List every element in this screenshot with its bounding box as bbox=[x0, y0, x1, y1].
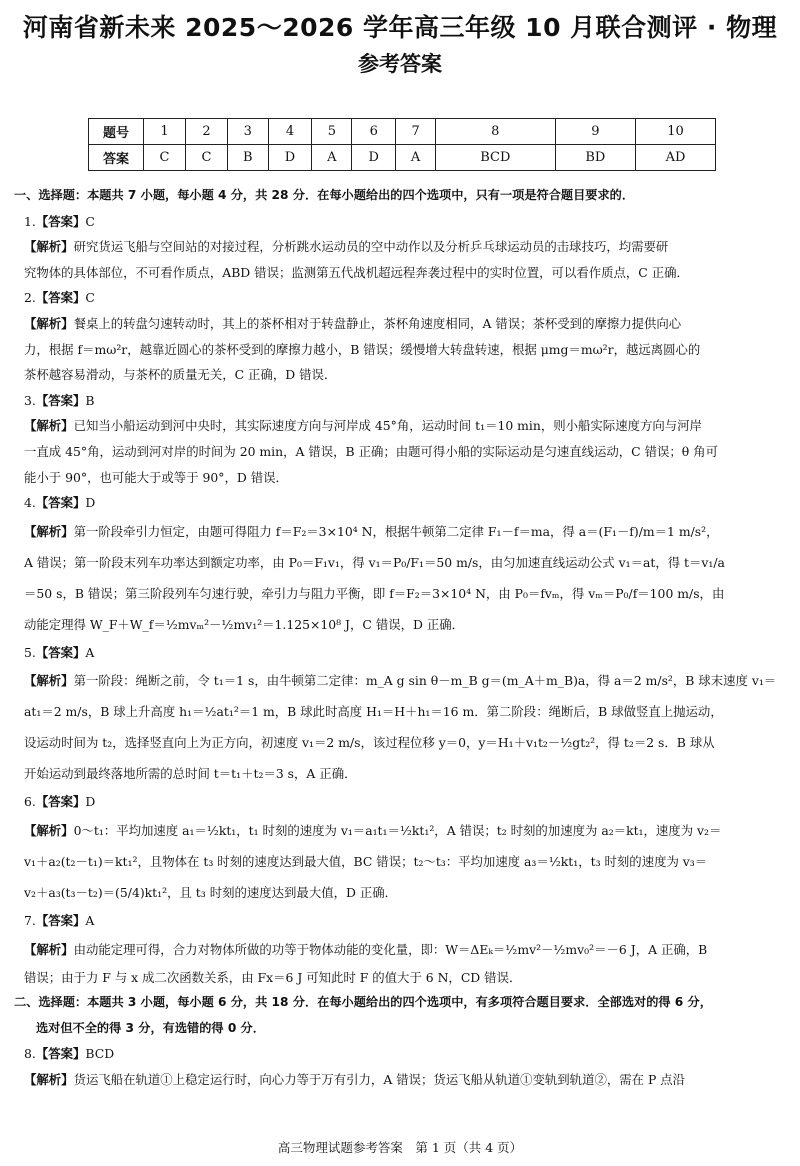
answer-value: A bbox=[85, 644, 95, 660]
answer-tag: 【答案】 bbox=[35, 495, 86, 511]
analysis-tag: 【解析】 bbox=[24, 418, 74, 434]
analysis-line bbox=[14, 413, 786, 439]
question-number-cell: 7 bbox=[396, 119, 436, 145]
answer-value: D bbox=[85, 495, 96, 511]
answer-value: B bbox=[85, 392, 95, 408]
question-number: 1. bbox=[24, 213, 36, 229]
answer-tag: 【答案】 bbox=[35, 794, 86, 810]
answer-line bbox=[14, 209, 786, 235]
answer-line bbox=[14, 908, 786, 934]
analysis-line bbox=[14, 311, 786, 337]
analysis-text: 研究货运飞船与空间站的对接过程，分析跳水运动员的空中动作以及分析乒乓球运动员的击球技巧，均需要研 bbox=[73, 239, 669, 255]
answer-line bbox=[14, 789, 786, 815]
answer-cell: C bbox=[186, 145, 228, 171]
analysis-line bbox=[14, 234, 786, 260]
analysis-text: 已知当小船运动到河中央时，其实际速度方向与河岸成 45°角，运动时间 t₁＝10 min，则小船实际速度方向与河岸 bbox=[73, 418, 702, 434]
analysis-line: v₂＋a₃(t₃－t₂)＝(5/4)kt₁²，且 t₃ 时刻的速度达到最大值，D 正确． bbox=[24, 884, 398, 900]
answer-cell: BD bbox=[555, 145, 636, 171]
question-number-cell: 4 bbox=[268, 119, 312, 145]
answer-summary-table bbox=[88, 118, 716, 171]
question-number-cell: 9 bbox=[555, 119, 636, 145]
page-subtitle: 参考答案 bbox=[358, 52, 442, 76]
analysis-line bbox=[14, 1067, 786, 1093]
question-number-cell: 8 bbox=[436, 119, 556, 145]
analysis-text: 0～t₁：平均加速度 a₁＝½kt₁，t₁ 时刻的速度为 v₁＝a₁t₁＝½kt₁²，A 错误；t₂ 时刻的加速度为 a₂＝kt₁，速度为 v₂＝ bbox=[73, 822, 722, 838]
analysis-text: 货运飞船在轨道①上稳定运行时，向心力等于万有引力，A 错误；货运飞船从轨道①变轨到轨道②，需在 P 点沿 bbox=[73, 1071, 686, 1087]
answer-value: BCD bbox=[85, 1046, 115, 1062]
analysis-line bbox=[14, 815, 786, 846]
question-number-cell: 3 bbox=[228, 119, 269, 145]
analysis-line: 设运动时间为 t₂，选择竖直向上为正方向，初速度 v₁＝2 m/s，该过程位移 y＝0，y＝H₁＋v₁t₂－½gt₂²，得 t₂＝2 s．B 球从 bbox=[24, 735, 715, 751]
analysis-line: 一直成 45°角，运动到河对岸的时间为 20 min，A 错误，B 正确；由题可得小船的实际运动是匀速直线运动，C 错误；θ 角可 bbox=[24, 443, 718, 459]
question-number: 8. bbox=[24, 1046, 36, 1062]
answer-tag: 【答案】 bbox=[35, 1046, 86, 1062]
analysis-line: 动能定理得 W_F＋W_f＝½mvₘ²－½mv₁²＝1.125×10⁸ J，C 错误，D 正确． bbox=[24, 616, 465, 632]
analysis-line: 力，根据 f＝mω²r，越靠近圆心的茶杯受到的摩擦力越小，B 错误；缓慢增大转盘转速，根据 μmg＝mω²r，越远离圆心的 bbox=[24, 341, 701, 357]
answer-cell: D bbox=[268, 145, 312, 171]
answer-tag: 【答案】 bbox=[35, 213, 86, 229]
analysis-line: 茶杯越容易滑动，与茶杯的质量无关，C 正确，D 错误． bbox=[24, 367, 337, 383]
analysis-line bbox=[14, 934, 786, 965]
question-number-cell: 1 bbox=[144, 119, 186, 145]
section-heading-1: 一、选择题：本题共 7 小题，每小题 4 分，共 28 分．在每小题给出的四个选项中，只有一项是符合题目要求的． bbox=[14, 188, 635, 202]
answer-cell: A bbox=[396, 145, 436, 171]
answer-tag: 【答案】 bbox=[35, 912, 86, 928]
question-number: 5. bbox=[24, 644, 36, 660]
answer-line bbox=[14, 285, 786, 311]
question-number: 4. bbox=[24, 495, 36, 511]
analysis-tag: 【解析】 bbox=[24, 1071, 74, 1087]
analysis-line: 开始运动到最终落地所需的总时间 t＝t₁＋t₂＝3 s，A 正确． bbox=[24, 766, 357, 782]
answer-cell: AD bbox=[636, 145, 716, 171]
analysis-text: 第一阶段牵引力恒定，由题可得阻力 f＝F₂＝3×10⁴ N，根据牛顿第二定律 F₁－f＝ma，得 a＝(F₁－f)/m＝1 m/s²， bbox=[73, 523, 719, 539]
analysis-tag: 【解析】 bbox=[24, 822, 74, 838]
question-number-cell: 6 bbox=[352, 119, 396, 145]
analysis-tag: 【解析】 bbox=[24, 523, 74, 539]
answer-tag: 【答案】 bbox=[35, 290, 86, 306]
answer-tag: 【答案】 bbox=[35, 392, 86, 408]
analysis-tag: 【解析】 bbox=[24, 673, 74, 689]
answer-cell: D bbox=[352, 145, 396, 171]
question-number-cell: 5 bbox=[312, 119, 352, 145]
answer-tag: 【答案】 bbox=[35, 644, 86, 660]
section-heading-2: 二、选择题：本题共 3 小题，每小题 6 分，共 18 分．在每小题给出的四个选项中，有多项符合题目要求．全部选对的得 6 分， bbox=[14, 995, 712, 1010]
answer-cell: B bbox=[228, 145, 269, 171]
question-number-row bbox=[89, 119, 716, 145]
analysis-line bbox=[14, 516, 786, 547]
answer-line bbox=[14, 490, 786, 516]
solutions-body bbox=[14, 183, 786, 1092]
answer-line bbox=[14, 640, 786, 666]
question-number-cell: 10 bbox=[636, 119, 716, 145]
answer-value: C bbox=[85, 290, 95, 306]
question-number: 6. bbox=[24, 794, 36, 810]
question-number: 3. bbox=[24, 392, 36, 408]
analysis-tag: 【解析】 bbox=[24, 315, 74, 331]
section-heading-2-cont: 选对但不全的得 3 分，有选错的得 0 分． bbox=[36, 1020, 265, 1035]
analysis-line: ＝50 s，B 错误；第三阶段列车匀速行驶，牵引力与阻力平衡，即 f＝F₂＝3×10⁴ N，由 P₀＝fvₘ，得 vₘ＝P₀/f＝100 m/s，由 bbox=[24, 585, 725, 601]
analysis-line: 究物体的具体部位，不可看作质点，ABD 错误；监测第五代战机超远程奔袭过程中的实时位置，可以看作质点，C 正确． bbox=[24, 264, 689, 280]
answer-value: A bbox=[85, 912, 95, 928]
answer-line bbox=[14, 1041, 786, 1067]
analysis-line: A 错误；第一阶段末列车功率达到额定功率，由 P₀＝F₁v₁，得 v₁＝P₀/F₁＝50 m/s，由匀加速直线运动公式 v₁＝at，得 t＝v₁/a bbox=[24, 554, 725, 570]
answer-cell: C bbox=[144, 145, 186, 171]
question-number: 2. bbox=[24, 290, 36, 306]
analysis-line: at₁＝2 m/s，B 球上升高度 h₁＝½at₁²＝1 m，B 球此时高度 H₁＝H＋h₁＝16 m．第二阶段：绳断后，B 球做竖直上抛运动， bbox=[24, 704, 723, 720]
row-label-answer: 答案 bbox=[89, 145, 144, 171]
answer-value: D bbox=[85, 794, 96, 810]
analysis-line: 能小于 90°，也可能大于或等于 90°，D 错误． bbox=[24, 469, 288, 485]
analysis-text: 餐桌上的转盘匀速转动时，其上的茶杯相对于转盘静止，茶杯角速度相同，A 错误；茶杯受到的摩擦力提供向心 bbox=[73, 315, 682, 331]
analysis-line: 错误；由于力 F 与 x 成二次函数关系，由 Fx＝6 J 可知此时 F 的值大于 6 N，CD 错误． bbox=[24, 969, 522, 985]
analysis-line: v₁＋a₂(t₂－t₁)＝kt₁²，且物体在 t₃ 时刻的速度达到最大值，BC 错误；t₂～t₃：平均加速度 a₃＝½kt₁，t₃ 时刻的速度为 v₃＝ bbox=[24, 853, 708, 869]
question-number-cell: 2 bbox=[186, 119, 228, 145]
answer-line bbox=[14, 388, 786, 414]
answer-cell: BCD bbox=[436, 145, 556, 171]
row-label-question: 题号 bbox=[89, 119, 144, 145]
page-footer: 高三物理试题参考答案 第 1 页（共 4 页） bbox=[277, 1140, 523, 1155]
answer-value: C bbox=[85, 213, 95, 229]
page-title: 河南省新未来 2025～2026 学年高三年级 10 月联合测评 · 物理 bbox=[22, 13, 778, 42]
question-number: 7. bbox=[24, 912, 36, 928]
answer-row bbox=[89, 145, 716, 171]
answer-cell: A bbox=[312, 145, 352, 171]
analysis-tag: 【解析】 bbox=[24, 941, 74, 957]
analysis-line bbox=[14, 665, 786, 696]
analysis-text: 第一阶段：绳断之前，令 t₁＝1 s，由牛顿第二定律：m_A g sin θ－m_B g＝(m_A＋m_B)a，得 a＝2 m/s²，B 球末速度 v₁＝ bbox=[73, 673, 777, 689]
analysis-text: 由动能定理可得，合力对物体所做的功等于物体动能的变化量，即：W＝ΔEₖ＝½mv²－½mv₀²＝－6 J，A 正确，B bbox=[73, 941, 708, 957]
analysis-tag: 【解析】 bbox=[24, 239, 74, 255]
